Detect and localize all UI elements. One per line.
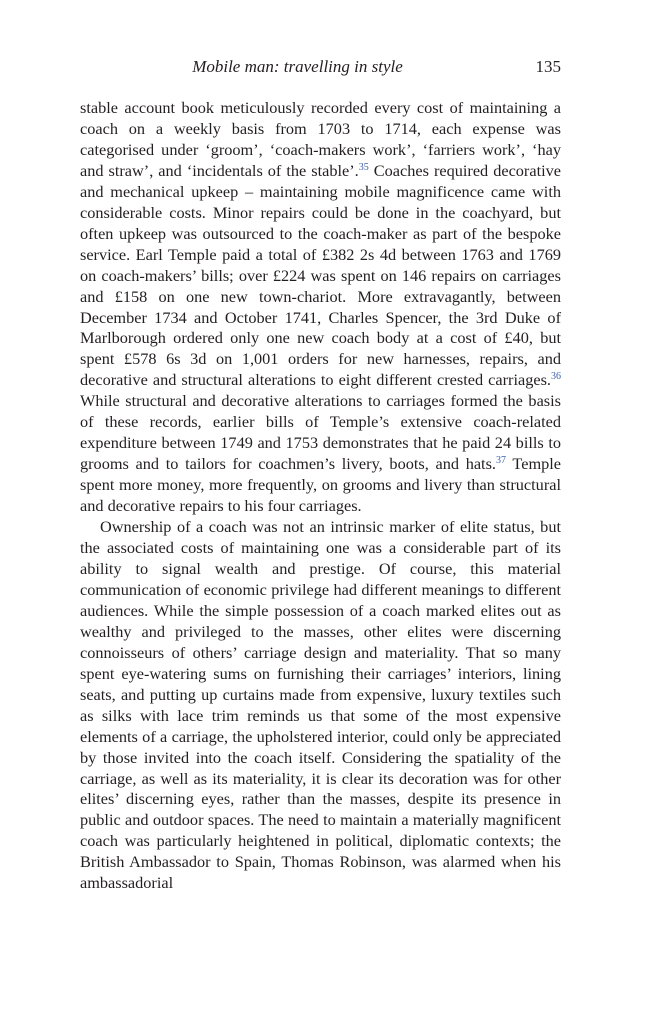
page-number: 135: [535, 57, 561, 76]
body-text: [80, 98, 561, 894]
paragraph-text: While structural and decorative alterations to carriages formed the basis of these records, earlier bills of Temple’s extensive coach-related expenditure between 1749 and 1753 demonstrates that he paid 24 bills to grooms and to tailors for coachmen’s livery, boots, and hats.: [80, 391, 561, 474]
footnote-reference[interactable]: 36: [551, 371, 561, 383]
book-page: [80, 56, 561, 894]
paragraph-text: Temple spent more money, more frequently, on grooms and livery than structural and decorative repairs to his four carriages.: [80, 454, 561, 516]
paragraph-text: stable account book meticulously recorded every cost of maintaining a coach on a weekly basis from 1703 to 1714, each expense was categorised under ‘groom’, ‘coach-makers work’, ‘farriers work’, ‘hay and straw’, and ‘incidentals of the stable’.: [80, 98, 561, 180]
running-header: [80, 56, 561, 82]
paragraph-text: Ownership of a coach was not an intrinsic marker of elite status, but the associated costs of maintaining one was a considerable part of its ability to signal wealth and prestige. Of course, this material communication of economic privilege had different meanings to different audiences. While the simple possession of a coach marked elites out as wealthy and privileged to the masses, other elites were discerning connoisseurs of others’ carriage design and materiality. That so many spent eye-watering sums on furnishing their carriages’ interiors, lining seats, and putting up curtains made from expensive, luxury textiles such as silks with lace trim reminds us that some of the most expensive elements of a carriage, the upholstered interior, could only be appreciated by those invited into the coach itself. Considering the spatiality of the carriage, as well as its materiality, it is clear its decoration was for other elites’ discerning eyes, rather than the masses, despite its presence in public and outdoor spaces. The need to maintain a materially magnificent coach was particularly heightened in political, diplomatic contexts; the British Ambassador to Spain, Thomas Robinson, was alarmed when his ambassadorial: [80, 517, 561, 893]
paragraph: [80, 98, 561, 517]
running-title: Mobile man: travelling in style: [192, 57, 403, 76]
footnote-reference[interactable]: 37: [496, 455, 506, 467]
paragraph-text: Coaches required decorative and mechanical upkeep – maintaining mobile magnificence came with considerable costs. Minor repairs could be done in the coachyard, but often upkeep was outsourced to the coach-maker as part of the bespoke service. Earl Temple paid a total of £382 2s 4d between 1763 and 1769 on coach-makers’ bills; over £224 was spent on 146 repairs on carriages and £158 on one new town-chariot. More extravagantly, between December 1734 and October 1741, Charles Spencer, the 3rd Duke of Marlborough ordered only one new coach body at a cost of £40, but spent £578 6s 3d on 1,001 orders for new harnesses, repairs, and decorative and structural alterations to eight different crested carriages.: [80, 160, 561, 390]
footnote-reference[interactable]: 35: [358, 161, 369, 173]
paragraph: [80, 517, 561, 894]
